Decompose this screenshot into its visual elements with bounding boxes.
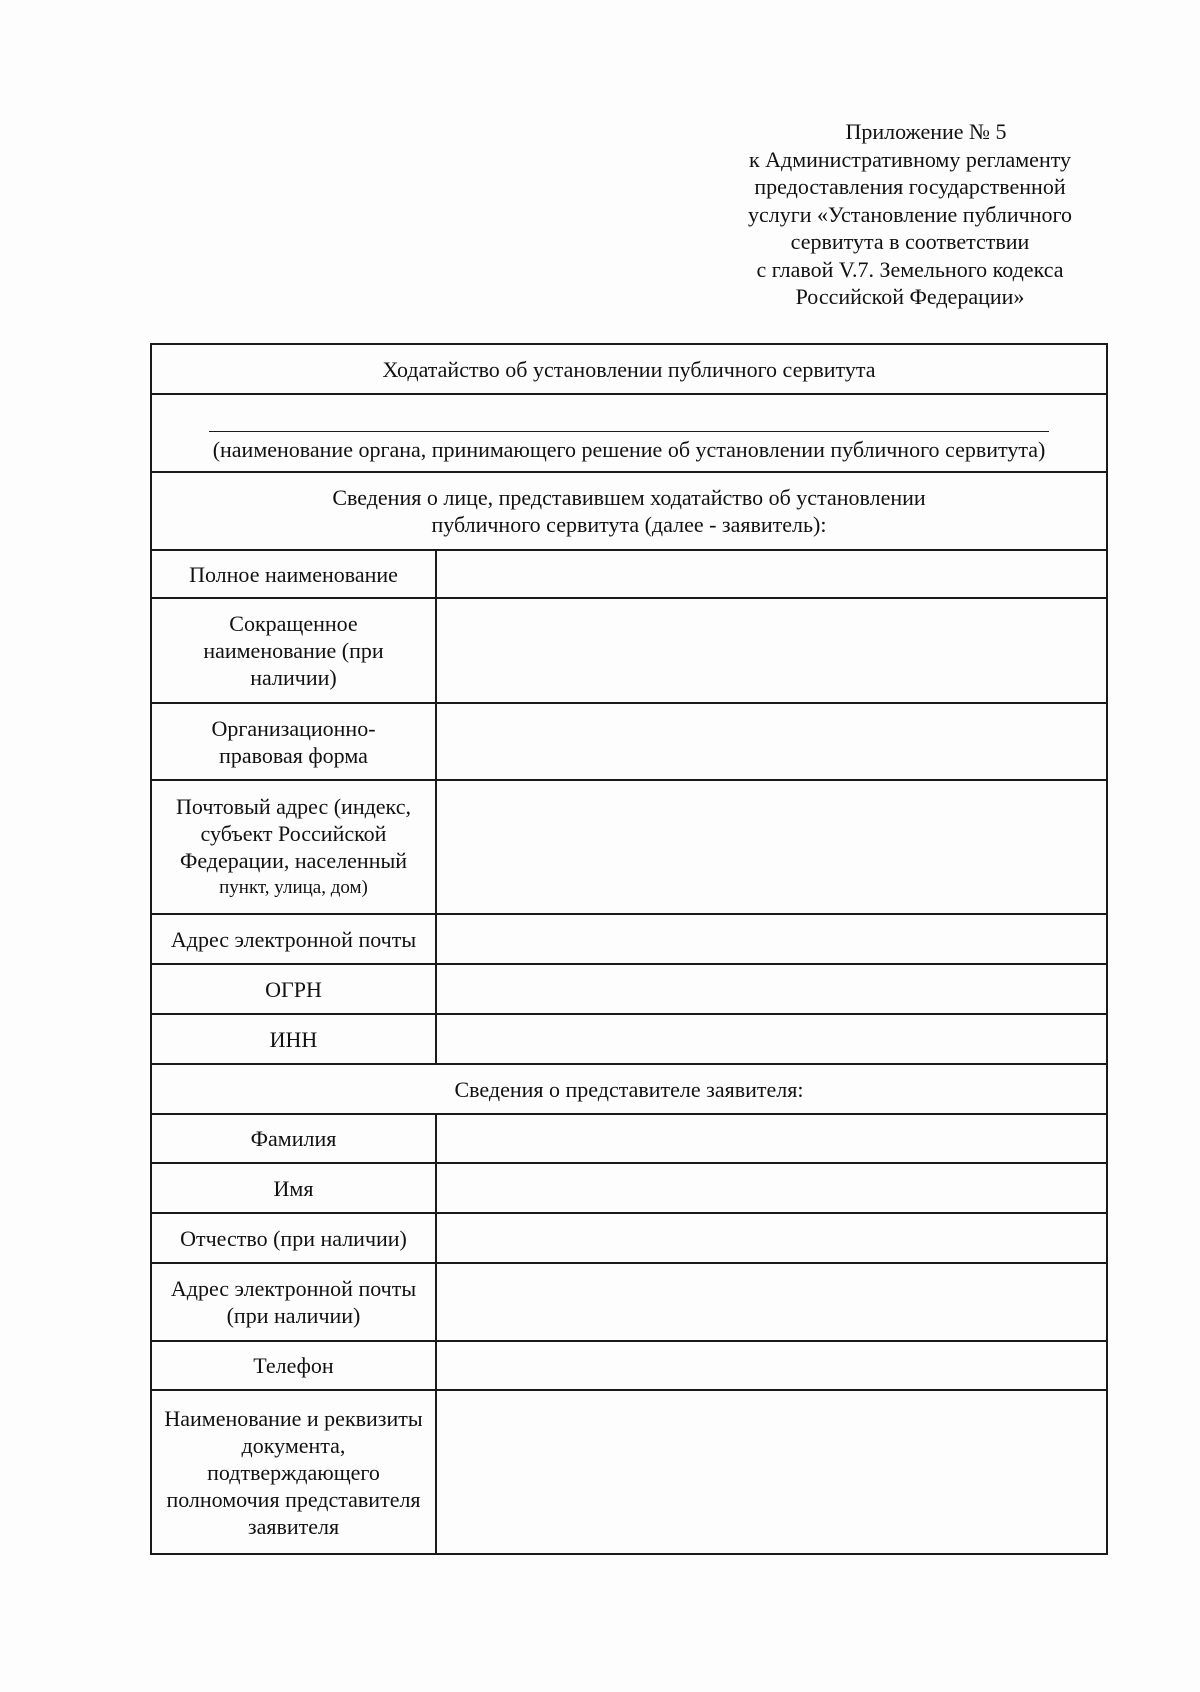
inn-field[interactable] (436, 1014, 1107, 1064)
field-label: Полное наименование (151, 550, 436, 598)
field-label: Сокращенное наименование (при наличии) (151, 598, 436, 703)
form-row-postal-address (151, 780, 1107, 914)
field-label: Фамилия (151, 1114, 436, 1163)
field-label: Отчество (при наличии) (151, 1213, 436, 1263)
appendix-number: Приложение № 5 (845, 119, 1007, 144)
applicant-section-title: Сведения о лице, представившем ходатайство об установлении публичного сервитута (далее - заявитель): (151, 472, 1107, 550)
field-label: Почтовый адрес (индекс, субъект Российской Федерации, населенный (176, 794, 411, 873)
authority-name-field[interactable] (209, 407, 1049, 432)
field-label: Организационно-правовая форма (151, 703, 436, 780)
appendix-header (690, 118, 1130, 311)
field-label: Телефон (151, 1341, 436, 1390)
field-label: Адрес электронной почты (при наличии) (151, 1263, 436, 1341)
representative-section-title: Сведения о представителе заявителя: (151, 1064, 1107, 1114)
postal-address-field[interactable] (436, 780, 1107, 914)
appendix-line: услуги «Установление публичного (747, 201, 1072, 227)
form-row-short-name (151, 598, 1107, 703)
authority-cell (151, 394, 1107, 472)
legal-form-field[interactable] (436, 703, 1107, 780)
appendix-line: сервитута в соответствии (790, 229, 1030, 254)
form-row-inn (151, 1014, 1107, 1064)
last-name-field[interactable] (436, 1114, 1107, 1163)
first-name-field[interactable] (436, 1163, 1107, 1213)
petition-form-table (150, 343, 1108, 1555)
authority-caption: (наименование органа, принимающего решение об установлении публичного сервитута) (212, 437, 1046, 462)
representative-section-row (151, 1064, 1107, 1114)
patronymic-field[interactable] (436, 1213, 1107, 1263)
form-row-first-name (151, 1163, 1107, 1213)
authority-row (151, 394, 1107, 472)
field-label: Наименование и реквизиты документа, подтверждающего полномочия представителя заявителя (151, 1390, 436, 1554)
form-row-email (151, 914, 1107, 964)
phone-field[interactable] (436, 1341, 1107, 1390)
appendix-line: Российской Федерации» (795, 284, 1025, 309)
email-field[interactable] (436, 914, 1107, 964)
form-title-row (151, 344, 1107, 394)
authority-document-field[interactable] (436, 1390, 1107, 1554)
appendix-line: к Административному регламенту (748, 146, 1072, 172)
field-label-small: пункт, улица, дом) (219, 877, 368, 898)
field-label: ИНН (151, 1014, 436, 1064)
postal-address-label-cell (151, 780, 436, 914)
appendix-line: предоставления государственной (754, 174, 1066, 199)
full-name-field[interactable] (436, 550, 1107, 598)
form-row-rep-email (151, 1263, 1107, 1341)
field-label: ОГРН (151, 964, 436, 1014)
form-row-patronymic (151, 1213, 1107, 1263)
form-row-legal-form (151, 703, 1107, 780)
applicant-section-row (151, 472, 1107, 550)
form-row-last-name (151, 1114, 1107, 1163)
rep-email-field[interactable] (436, 1263, 1107, 1341)
appendix-line: с главой V.7. Земельного кодекса (756, 256, 1064, 282)
form-row-phone (151, 1341, 1107, 1390)
form-row-ogrn (151, 964, 1107, 1014)
field-label: Адрес электронной почты (151, 914, 436, 964)
short-name-field[interactable] (436, 598, 1107, 703)
form-row-authority-document (151, 1390, 1107, 1554)
ogrn-field[interactable] (436, 964, 1107, 1014)
form-row-full-name (151, 550, 1107, 598)
form-title: Ходатайство об установлении публичного сервитута (151, 344, 1107, 394)
field-label: Имя (151, 1163, 436, 1213)
